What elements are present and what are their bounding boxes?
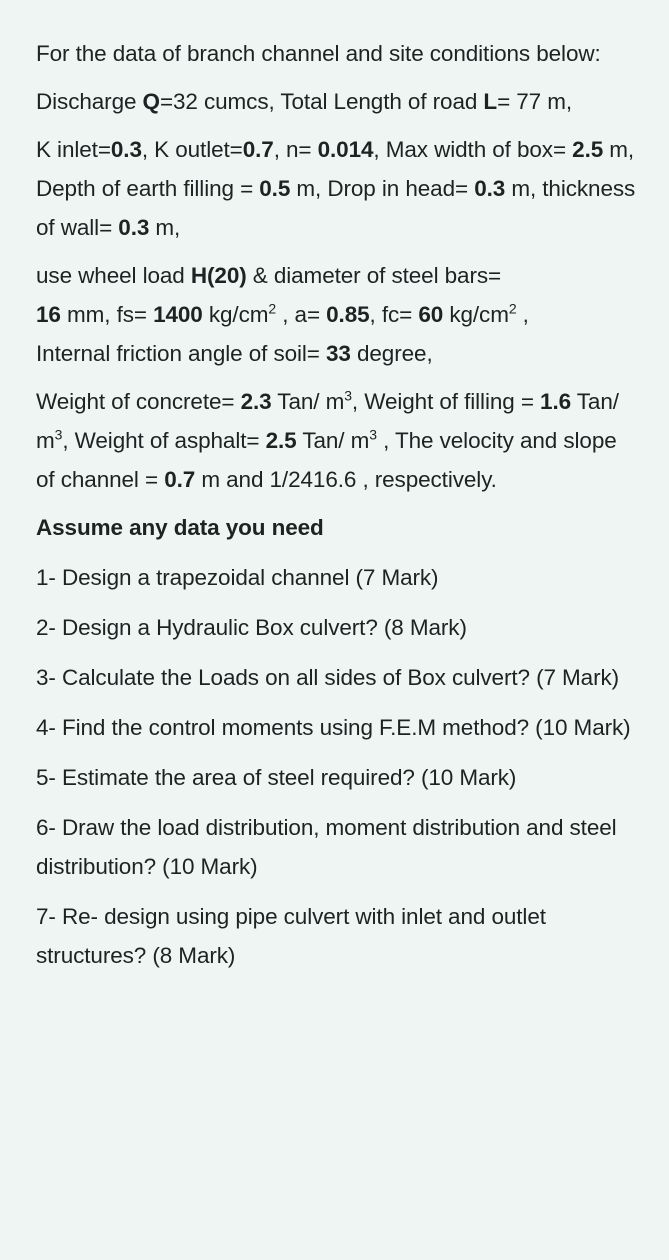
- slope-text: m and 1/2416.6 , respectively.: [195, 467, 497, 492]
- friction-angle-value: 33: [326, 341, 351, 366]
- weights-paragraph: [36, 382, 641, 499]
- coefficients-paragraph: [36, 130, 641, 247]
- intro-text: For the data of branch channel and site conditions below:: [36, 41, 601, 66]
- fc-unit: kg/cm: [443, 302, 509, 327]
- filling-weight-exponent: 3: [54, 426, 63, 443]
- wheel-load-label: use wheel load: [36, 263, 191, 288]
- asphalt-weight-unit: Tan/ m: [296, 428, 370, 453]
- wall-thickness-label: m, thickness of wall=: [36, 176, 636, 240]
- fc-label: , fc=: [369, 302, 419, 327]
- asphalt-weight-exponent: 3: [369, 426, 377, 443]
- velocity-label: , The velocity and slope of channel =: [36, 428, 617, 492]
- bar-diameter-label: & diameter of steel bars=: [246, 263, 502, 288]
- velocity-value: 0.7: [164, 467, 196, 492]
- loads-paragraph: [36, 256, 641, 373]
- asphalt-weight-label: , Weight of asphalt=: [62, 428, 266, 453]
- discharge-symbol: Q: [142, 89, 160, 114]
- length-symbol: L: [483, 89, 498, 114]
- fs-unit: kg/cm: [202, 302, 269, 327]
- question-item: 1- Design a trapezoidal channel (7 Mark): [36, 565, 439, 590]
- question-item: 2- Design a Hydraulic Box culvert? (8 Mark): [36, 615, 467, 640]
- a-value: 0.85: [326, 302, 370, 327]
- question-item: 5- Estimate the area of steel required? (10 Mark): [36, 765, 517, 790]
- box-width-label: , Max width of box=: [373, 137, 573, 162]
- manning-value: 0.014: [317, 137, 374, 162]
- drop-head-value: 0.3: [474, 176, 506, 201]
- a-label: , a=: [276, 302, 327, 327]
- filling-weight-label: , Weight of filling =: [351, 389, 541, 414]
- box-width-value: 2.5: [572, 137, 604, 162]
- assume-paragraph: [36, 508, 641, 547]
- length-value-text: = 77 m,: [497, 89, 573, 114]
- k-inlet-value: 0.3: [110, 137, 142, 162]
- friction-angle-label: , Internal friction angle of soil=: [36, 302, 529, 366]
- wheel-load-value: H(20): [190, 263, 247, 288]
- friction-angle-unit: degree,: [350, 341, 433, 366]
- earth-filling-value: 0.5: [259, 176, 291, 201]
- intro-paragraph: [36, 34, 641, 73]
- discharge-value-text: =32 cumcs, Total Length of road: [159, 89, 484, 114]
- question-item: 3- Calculate the Loads on all sides of Box culvert? (7 Mark): [36, 665, 620, 690]
- assume-heading: Assume any data you need: [36, 515, 324, 540]
- question-item: 6- Draw the load distribution, moment distribution and steel distribution? (10 Mark): [36, 815, 617, 879]
- filling-weight-unit: Tan/ m: [36, 389, 619, 453]
- k-inlet-label: K inlet=: [36, 137, 111, 162]
- wall-thickness-unit: m,: [149, 215, 181, 240]
- fs-unit-exponent: 2: [268, 300, 277, 317]
- fs-value: 1400: [153, 302, 203, 327]
- fc-value: 60: [418, 302, 444, 327]
- manning-label: , n=: [273, 137, 318, 162]
- concrete-weight-unit: Tan/ m: [271, 389, 345, 414]
- discharge-label: Discharge: [36, 89, 143, 114]
- concrete-weight-value: 2.3: [240, 389, 272, 414]
- fc-unit-exponent: 2: [508, 300, 517, 317]
- earth-filling-label: m, Depth of earth filling =: [36, 137, 635, 201]
- filling-weight-value: 1.6: [540, 389, 572, 414]
- bar-diameter-value: 16: [36, 302, 61, 327]
- asphalt-weight-value: 2.5: [265, 428, 297, 453]
- k-outlet-value: 0.7: [242, 137, 274, 162]
- question-item: 4- Find the control moments using F.E.M method? (10 Mark): [36, 715, 631, 740]
- k-outlet-label: , K outlet=: [141, 137, 243, 162]
- concrete-weight-exponent: 3: [344, 387, 352, 404]
- wall-thickness-value: 0.3: [118, 215, 150, 240]
- discharge-paragraph: [36, 82, 641, 121]
- fs-label: mm, fs=: [60, 302, 154, 327]
- drop-head-label: m, Drop in head=: [290, 176, 475, 201]
- question-item: 7- Re- design using pipe culvert with inlet and outlet structures? (8 Mark): [36, 904, 546, 968]
- concrete-weight-label: Weight of concrete=: [36, 389, 241, 414]
